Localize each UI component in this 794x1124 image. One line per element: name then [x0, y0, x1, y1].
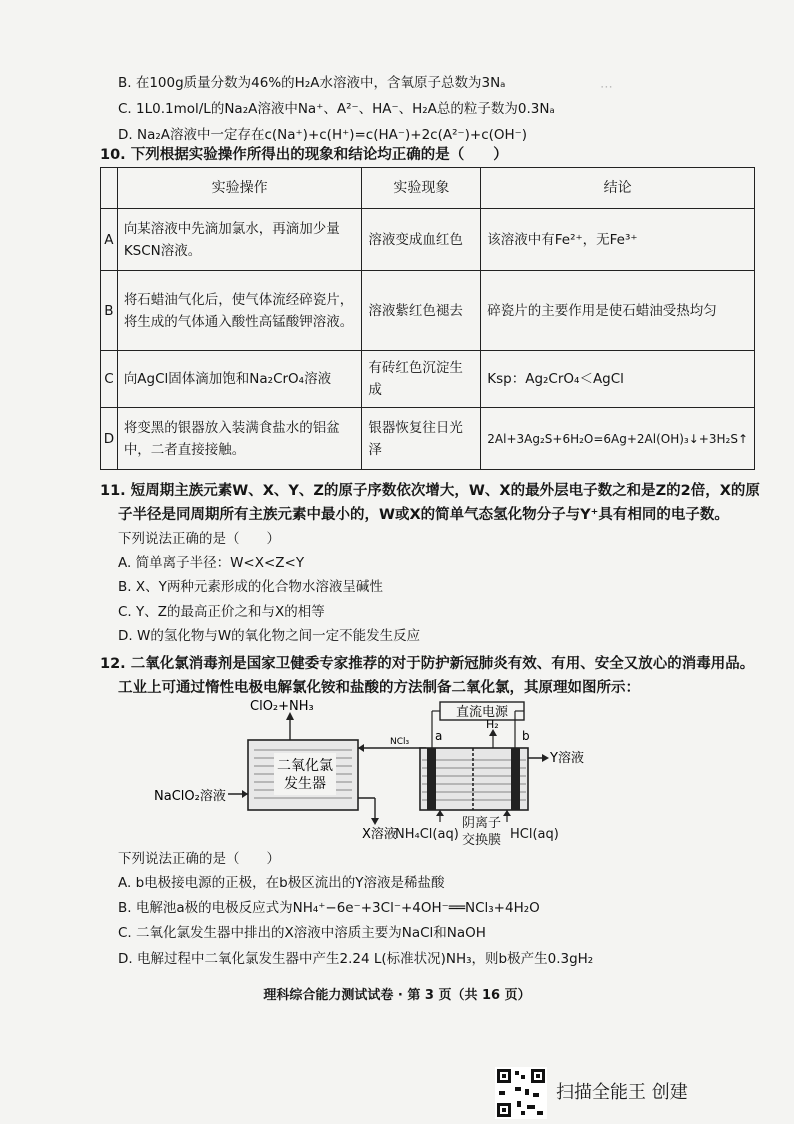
- y-solution-label: Y溶液: [550, 751, 584, 766]
- q12-option-b: B. 电解池a极的电极反应式为NH₄⁺−6e⁻+3Cl⁻+4OH⁻══NCl₃+4H₂O: [118, 900, 540, 916]
- electrode-a: [427, 748, 436, 810]
- scanner-watermark-text: 扫描全能王 创建: [556, 1082, 688, 1103]
- row-operation: 向某溶液中先滴加氯水，再滴加少量KSCN溶液。: [117, 209, 362, 271]
- row-phenomenon: 溶液变成血红色: [362, 209, 481, 271]
- table-row: [101, 209, 755, 271]
- row-operation: 向AgCl固体滴加饱和Na₂CrO₄溶液: [117, 351, 362, 408]
- generator-label-line1: 二氧化氯: [277, 758, 333, 774]
- row-phenomenon: 溶液紫红色褪去: [362, 271, 481, 351]
- q11-stem-line1: 11. 短周期主族元素W、X、Y、Z的原子序数依次增大，W、X的最外层电子数之和是Z的2倍，X的原: [100, 483, 760, 499]
- electrode-a-label: a: [435, 729, 443, 743]
- q11-option-b: B. X、Y两种元素形成的化合物水溶液呈碱性: [118, 579, 383, 595]
- row-letter: B: [101, 271, 118, 351]
- page-footer: 理科综合能力测试试卷 · 第 3 页（共 16 页）: [263, 988, 531, 1003]
- q11-option-a: A. 简单离子半径：W<X<Z<Y: [118, 555, 305, 571]
- bleed-through-mark: ⋯: [600, 80, 613, 95]
- electrode-b: [511, 748, 520, 810]
- header-operation: 实验操作: [117, 168, 362, 209]
- qr-code-icon: [495, 1067, 547, 1119]
- table-row: [101, 271, 755, 351]
- h2-label: H₂: [486, 718, 499, 731]
- membrane-label-line2: 交换膜: [462, 833, 502, 848]
- row-letter: C: [101, 351, 118, 408]
- naclo2-label: NaClO₂溶液: [154, 789, 226, 804]
- nh4cl-inlet-arrow: [436, 810, 444, 816]
- table-row: [101, 351, 755, 408]
- q11-stem-line2: 子半径是同周期所有主族元素中最小的，W或X的简单气态氢化物分子与Y⁺具有相同的电子数。: [118, 507, 729, 523]
- hcl-label: HCl(aq): [510, 827, 559, 842]
- row-letter: A: [101, 209, 118, 271]
- q11-option-d: D. W的氢化物与W的氧化物之间一定不能发生反应: [118, 628, 421, 644]
- row-phenomenon: 银器恢复往日光泽: [362, 408, 481, 470]
- header-conclusion: 结论: [481, 168, 755, 209]
- header-phenomenon: 实验现象: [362, 168, 481, 209]
- row-letter: D: [101, 408, 118, 470]
- row-operation: 将石蜡油气化后，使气体流经碎瓷片，将生成的气体通入酸性高锰酸钾溶液。: [117, 271, 362, 351]
- ncl3-arrow: [358, 744, 364, 752]
- gas-out-label: ClO₂+NH₃: [250, 699, 314, 714]
- naclo2-inlet-arrow: [242, 790, 248, 798]
- nh4cl-label: NH₄Cl(aq): [395, 827, 459, 842]
- x-outlet-arrow: [371, 818, 379, 825]
- y-outlet-arrow: [542, 754, 549, 762]
- table-row: [101, 408, 755, 470]
- row-conclusion: 该溶液中有Fe²⁺，无Fe³⁺: [481, 209, 755, 271]
- q9-option-d: D. Na₂A溶液中一定存在c(Na⁺)+c(H⁺)=c(HA⁻)+2c(A²⁻)+c(OH⁻): [118, 127, 528, 143]
- q12-option-c: C. 二氧化氯发生器中排出的X溶液中溶质主要为NaCl和NaOH: [118, 925, 486, 941]
- row-operation: 将变黑的银器放入装满食盐水的铝盆中，二者直接接触。: [117, 408, 362, 470]
- q9-option-b: B. 在100g质量分数为46%的H₂A水溶液中，含氧原子总数为3Nₐ: [118, 75, 506, 91]
- table-header-row: [101, 168, 755, 209]
- q11-stem-line3: 下列说法正确的是（ ）: [118, 531, 280, 547]
- hcl-inlet-arrow: [503, 810, 511, 816]
- x-solution-label: X溶液: [362, 827, 397, 842]
- experiment-table: [100, 167, 755, 470]
- row-conclusion: Ksp：Ag₂CrO₄＜AgCl: [481, 351, 755, 408]
- q10-stem: 10. 下列根据实验操作所得出的现象和结论均正确的是（ ）: [100, 147, 508, 163]
- q12-stem-line3: 下列说法正确的是（ ）: [118, 851, 280, 867]
- q12-option-d: D. 电解过程中二氧化氯发生器中产生2.24 L(标准状况)NH₃，则b极产生0.3gH₂: [118, 951, 594, 967]
- q9-option-c: C. 1L0.1mol/L的Na₂A溶液中Na⁺、A²⁻、HA⁻、H₂A总的粒子数为0.3Nₐ: [118, 101, 555, 117]
- generator-label-line2: 发生器: [284, 776, 326, 792]
- row-conclusion: 2Al+3Ag₂S+6H₂O=6Ag+2Al(OH)₃↓+3H₂S↑: [481, 408, 755, 470]
- q12-stem-line1: 12. 二氧化氯消毒剂是国家卫健委专家推荐的对于防护新冠肺炎有效、有用、安全又放心的消毒用品。: [100, 656, 755, 672]
- header-blank: [101, 168, 118, 209]
- q11-option-c: C. Y、Z的最高正价之和与X的相等: [118, 604, 325, 620]
- q12-option-a: A. b电极接电源的正极，在b极区流出的Y溶液是稀盐酸: [118, 875, 445, 891]
- q12-stem-line2: 工业上可通过惰性电极电解氯化铵和盐酸的方法制备二氧化氯，其原理如图所示：: [118, 680, 640, 696]
- row-phenomenon: 有砖红色沉淀生成: [362, 351, 481, 408]
- row-conclusion: 碎瓷片的主要作用是使石蜡油受热均匀: [481, 271, 755, 351]
- ncl3-label: NCl₃: [390, 737, 410, 747]
- electrode-b-label: b: [522, 729, 530, 743]
- membrane-label-line1: 阴离子: [462, 816, 502, 831]
- power-label: 直流电源: [455, 705, 509, 720]
